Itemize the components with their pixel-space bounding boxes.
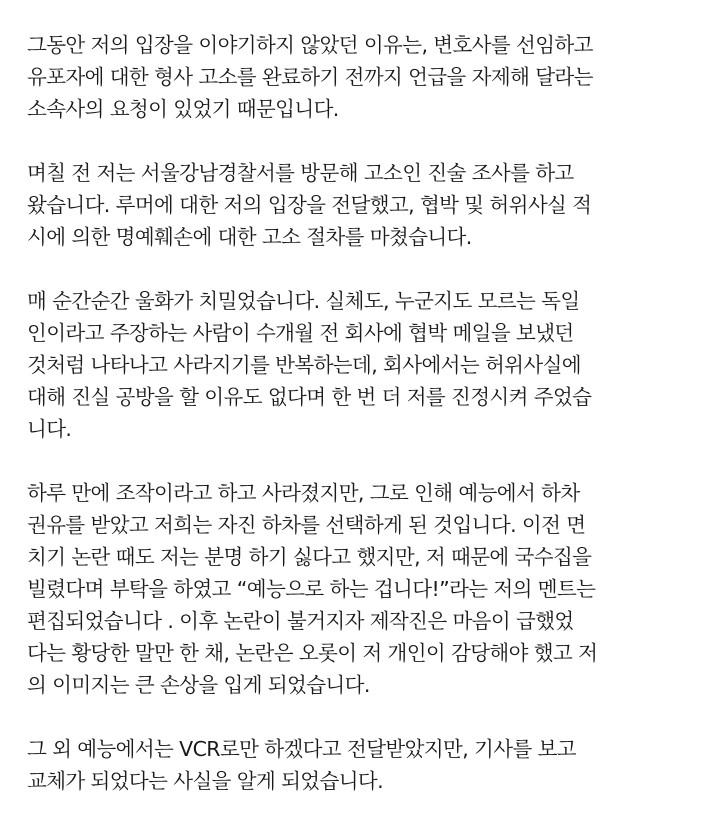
text-line: 의 이미지는 큰 손상을 입게 되었습니다. bbox=[27, 673, 370, 697]
text-line: 매 순간순간 울화가 치밀었습니다. 실체도, 누군지도 모르는 독일 bbox=[27, 289, 580, 313]
text-line: 왔습니다. 루머에 대한 저의 입장을 전달했고, 협박 및 허위사실 적 bbox=[27, 193, 592, 217]
text-line: 인이라고 주장하는 사람이 수개월 전 회사에 협박 메일을 보냈던 bbox=[27, 321, 574, 345]
text-line: 며칠 전 저는 서울강남경찰서를 방문해 고소인 진술 조사를 하고 bbox=[27, 161, 574, 185]
text-line: 유포자에 대한 형사 고소를 완료하기 전까지 언급을 자제해 달라는 bbox=[27, 65, 593, 89]
text-line: 편집되었습니다 . 이후 논란이 불거지자 제작진은 마음이 급했었 bbox=[27, 609, 574, 633]
text-line: 교체가 되었다는 사실을 알게 되었습니다. bbox=[27, 769, 384, 793]
text-line: 소속사의 요청이 있었기 때문입니다. bbox=[27, 97, 339, 121]
text-line: 치기 논란 때도 저는 분명 하기 싫다고 했지만, 저 때문에 국수집을 bbox=[27, 545, 592, 569]
text-line: 하루 만에 조작이라고 하고 사라졌지만, 그로 인해 예능에서 하차 bbox=[27, 481, 580, 505]
paragraph-5 bbox=[27, 733, 697, 797]
text-line: 그동안 저의 입장을 이야기하지 않았던 이유는, 변호사를 선임하고 bbox=[27, 33, 593, 57]
paragraph-2 bbox=[27, 157, 697, 253]
text-line: 것처럼 나타나고 사라지기를 반복하는데, 회사에서는 허위사실에 bbox=[27, 353, 581, 377]
text-line: 그 외 예능에서는 VCR로만 하겠다고 전달받았지만, 기사를 보고 bbox=[27, 737, 576, 761]
paragraph-1 bbox=[27, 29, 697, 125]
paragraph-4 bbox=[27, 477, 697, 701]
text-line: 권유를 받았고 저희는 자진 하차를 선택하게 된 것입니다. 이전 면 bbox=[27, 513, 586, 537]
paragraph-3 bbox=[27, 285, 697, 445]
statement-document bbox=[27, 29, 697, 829]
text-line: 빌렸다며 부탁을 하였고 “예능으로 하는 겁니다!”라는 저의 멘트는 bbox=[27, 577, 596, 601]
text-line: 다는 황당한 말만 한 채, 논란은 오롯이 저 개인이 감당해야 했고 저 bbox=[27, 641, 598, 665]
text-line: 니다. bbox=[27, 417, 72, 441]
text-line: 시에 의한 명예훼손에 대한 고소 절차를 마쳤습니다. bbox=[27, 225, 472, 249]
text-line: 대해 진실 공방을 할 이유도 없다며 한 번 더 저를 진정시켜 주었습 bbox=[27, 385, 592, 409]
